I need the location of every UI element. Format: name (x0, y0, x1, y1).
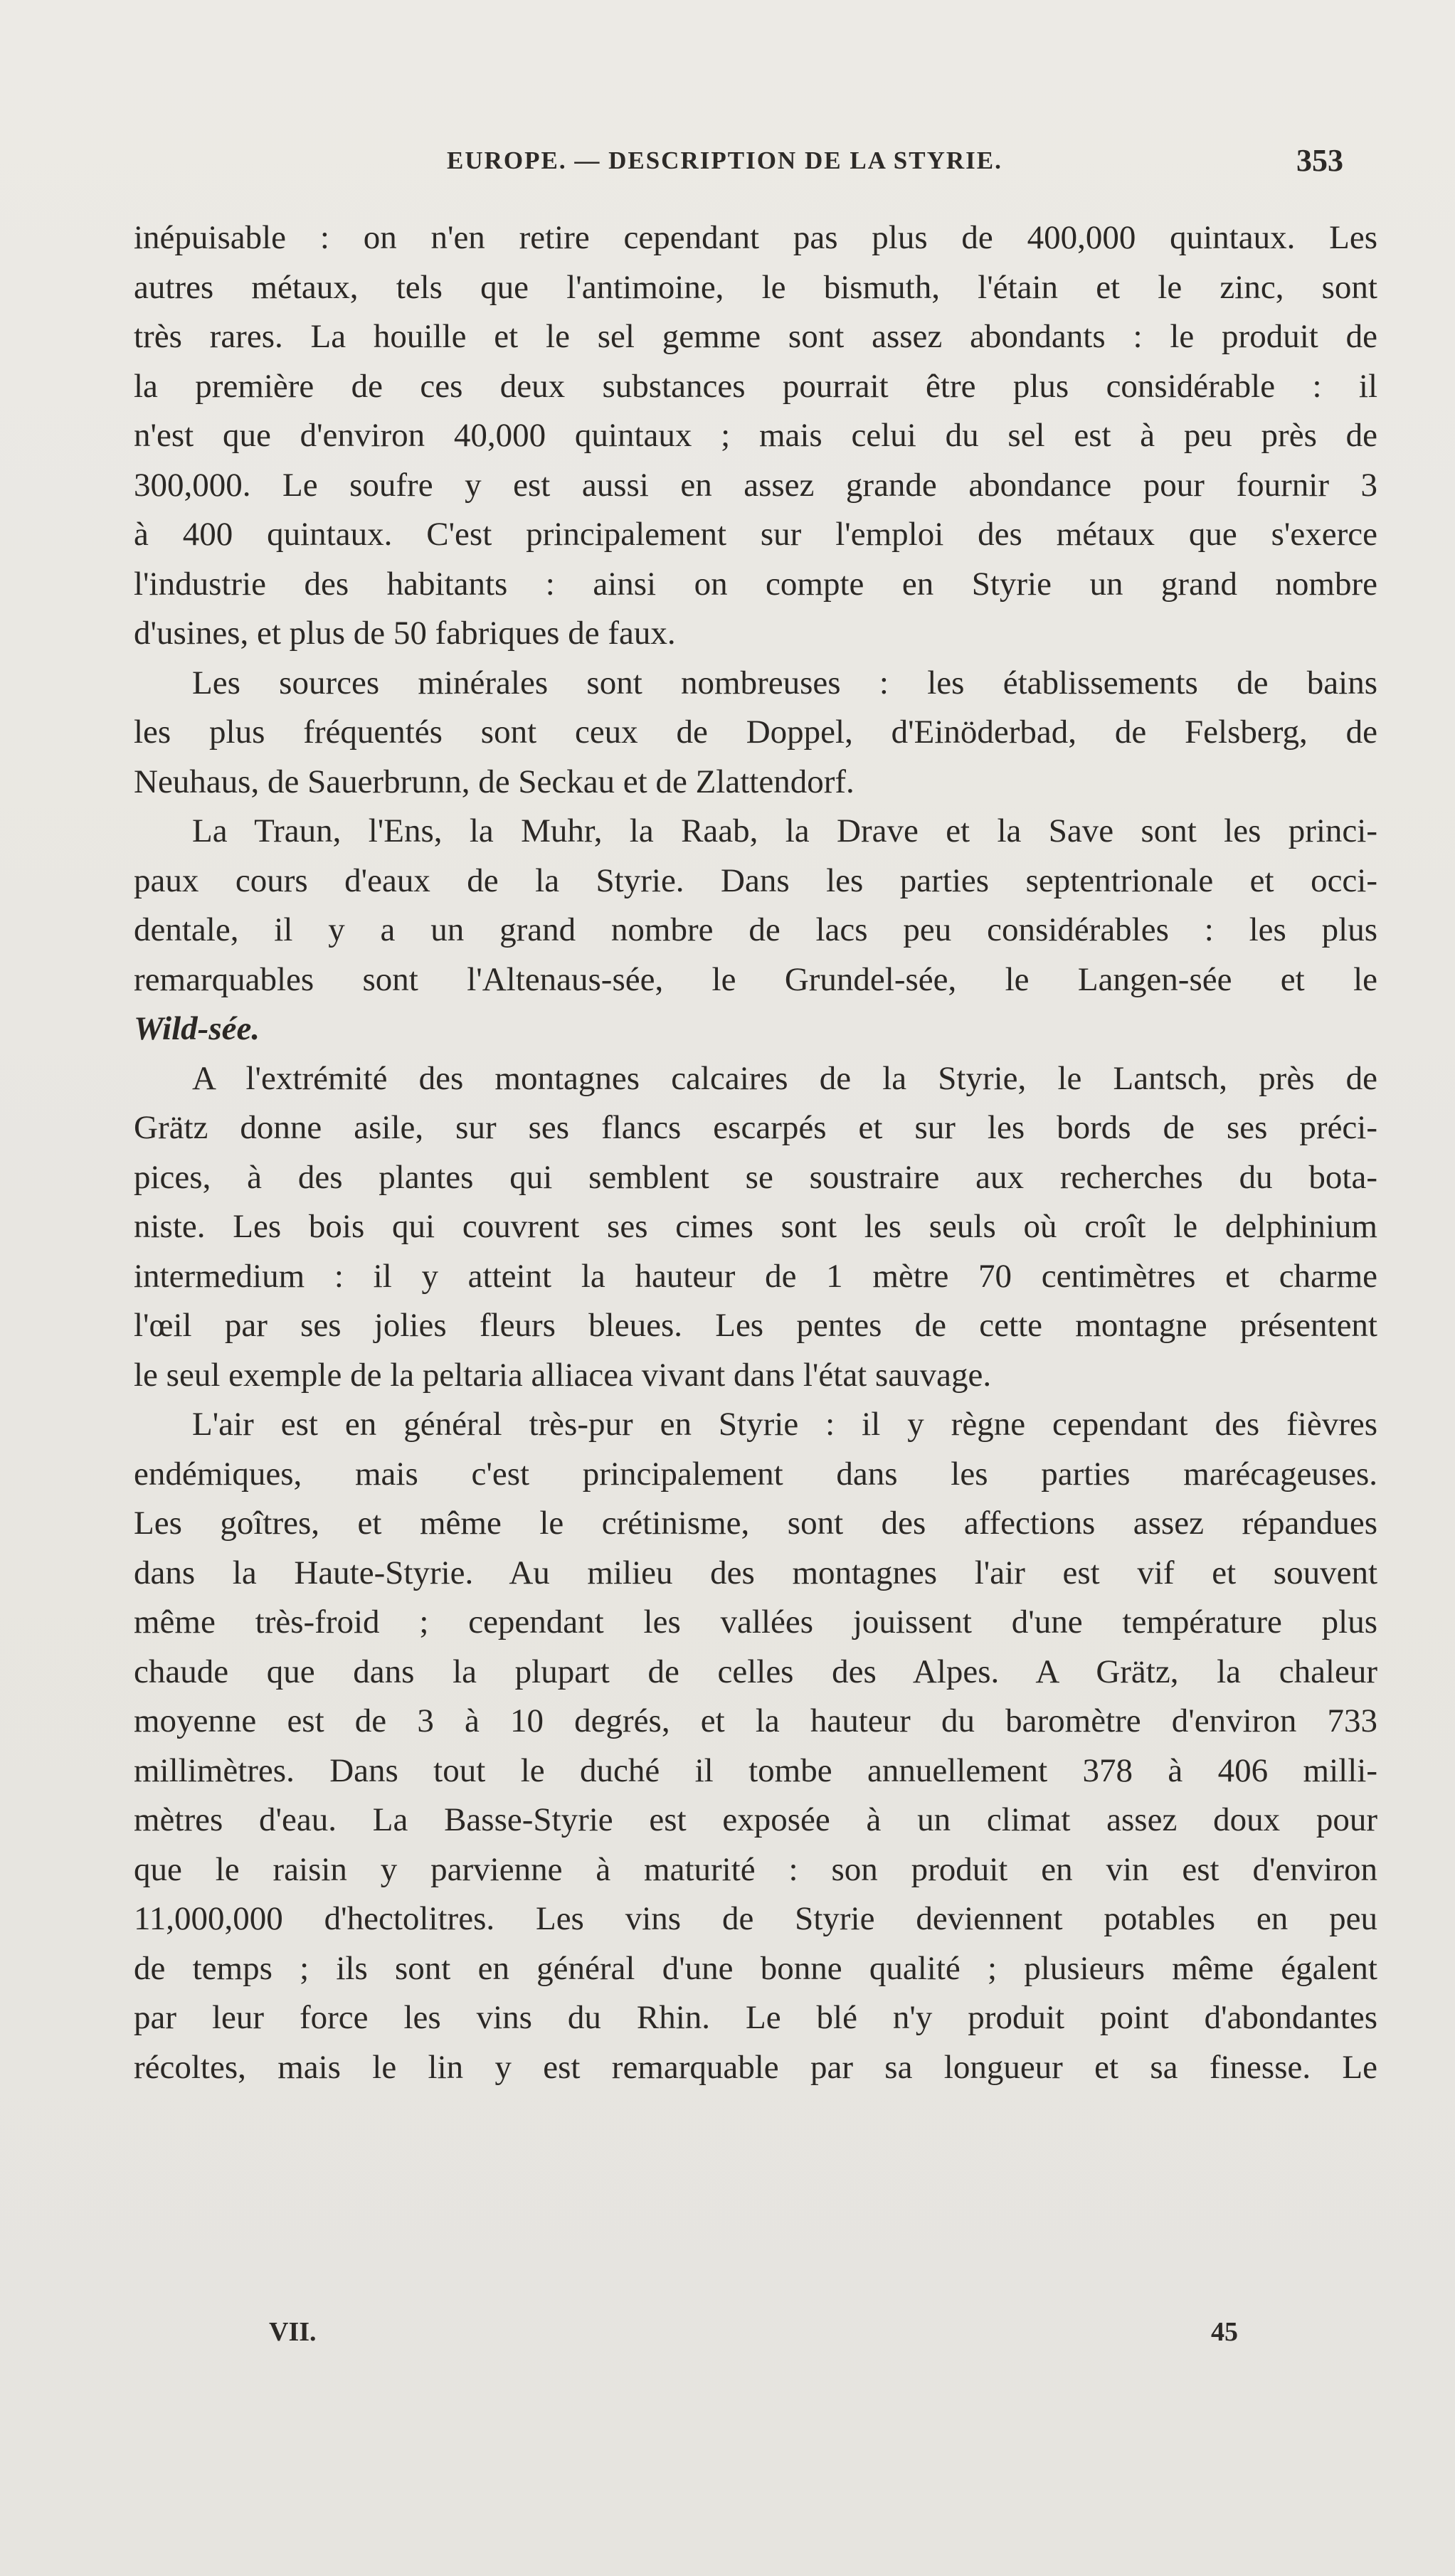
text-line: paux cours d'eaux de la Styrie. Dans les parties septentrionale et occi- (134, 862, 1377, 899)
text-line: 300,000. Le soufre y est aussi en assez grande abondance pour fournir 3 (134, 466, 1377, 504)
text-line: la première de ces deux substances pourrait être plus considérable : il (134, 367, 1377, 405)
text-line: n'est que d'environ 40,000 quintaux ; mais celui du sel est à peu près de (134, 417, 1377, 454)
text-line: l'industrie des habitants : ainsi on compte en Styrie un grand nombre (134, 565, 1377, 603)
paragraph-start: Les sources minérales sont nombreuses : les établissements de bains (192, 664, 1377, 701)
text-line: très rares. La houille et le sel gemme sont assez abondants : le produit de (134, 318, 1377, 355)
text-line: que le raisin y parvienne à maturité : son produit en vin est d'environ (134, 1850, 1377, 1888)
text-line: les plus fréquentés sont ceux de Doppel, d'Einöderbad, de Felsberg, de (134, 714, 1377, 751)
text-line: millimètres. Dans tout le duché il tombe annuellement 378 à 406 milli- (134, 1751, 1377, 1789)
text-line: récoltes, mais le lin y est remarquable par sa longueur et sa finesse. Le (134, 2048, 1377, 2086)
text-line: à 400 quintaux. C'est principalement sur l'emploi des métaux que s'exerce (134, 516, 1377, 553)
text-line: moyenne est de 3 à 10 degrés, et la hauteur du baromètre d'environ 733 (134, 1702, 1377, 1739)
text-line: 11,000,000 d'hectolitres. Les vins de Styrie deviennent potables en peu (134, 1900, 1377, 1937)
text-line: chaude que dans la plupart de celles des Alpes. A Grätz, la chaleur (134, 1653, 1377, 1690)
text-line: Neuhaus, de Sauerbrunn, de Seckau et de Zlattendorf. (134, 763, 855, 800)
text-line: dans la Haute-Styrie. Au milieu des montagnes l'air est vif et souvent (134, 1554, 1377, 1591)
text-line: autres métaux, tels que l'antimoine, le bismuth, l'étain et le zinc, sont (134, 268, 1377, 306)
paragraph-start: La Traun, l'Ens, la Muhr, la Raab, la Drave et la Save sont les princi- (192, 812, 1377, 849)
running-head-title: EUROPE. — DESCRIPTION DE LA STYRIE. (447, 147, 1002, 174)
text-line: l'œil par ses jolies fleurs bleues. Les pentes de cette montagne présentent (134, 1307, 1377, 1344)
paragraph-start: L'air est en général très-pur en Styrie : il y règne cependant des fièvres (192, 1406, 1377, 1443)
text-line: d'usines, et plus de 50 fabriques de faux. (134, 615, 676, 652)
text-line: Grätz donne asile, sur ses flancs escarpés et sur les bords de ses préci- (134, 1109, 1377, 1146)
paragraph-start: A l'extrémité des montagnes calcaires de la Styrie, le Lantsch, près de (192, 1059, 1377, 1097)
text-line: endémiques, mais c'est principalement dans les parties marécageuses. (134, 1455, 1377, 1493)
text-line: le seul exemple de la peltaria alliacea vivant dans l'état sauvage. (134, 1356, 992, 1394)
text-line: niste. Les bois qui couvrent ses cimes sont les seuls où croît le delphinium (134, 1208, 1377, 1245)
text-line: Wild-sée. (134, 1010, 260, 1047)
body-text (134, 213, 1377, 2092)
text-line: remarquables sont l'Altenaus-sée, le Grundel-sée, le Langen-sée et le (134, 960, 1377, 998)
text-line: Les goîtres, et même le crétinisme, sont des affections assez répandues (134, 1505, 1377, 1542)
text-line: de temps ; ils sont en général d'une bonne qualité ; plusieurs même égalent (134, 1949, 1377, 1987)
text-line: mètres d'eau. La Basse-Styrie est exposée à un climat assez doux pour (134, 1801, 1377, 1838)
text-line: intermedium : il y atteint la hauteur de 1 mètre 70 centimètres et charme (134, 1257, 1377, 1295)
signature-mark: VII. (269, 2317, 317, 2347)
page-number: 353 (1296, 143, 1343, 178)
text-line: inépuisable : on n'en retire cependant pas plus de 400,000 quintaux. Les (134, 219, 1377, 256)
text-line: dentale, il y a un grand nombre de lacs peu considérables : les plus (134, 911, 1377, 948)
text-line: par leur force les vins du Rhin. Le blé n'y produit point d'abondantes (134, 1999, 1377, 2036)
text-line: pices, à des plantes qui semblent se soustraire aux recherches du bota- (134, 1158, 1377, 1196)
sheet-number: 45 (1211, 2317, 1238, 2347)
text-line: même très-froid ; cependant les vallées jouissent d'une température plus (134, 1604, 1377, 1641)
